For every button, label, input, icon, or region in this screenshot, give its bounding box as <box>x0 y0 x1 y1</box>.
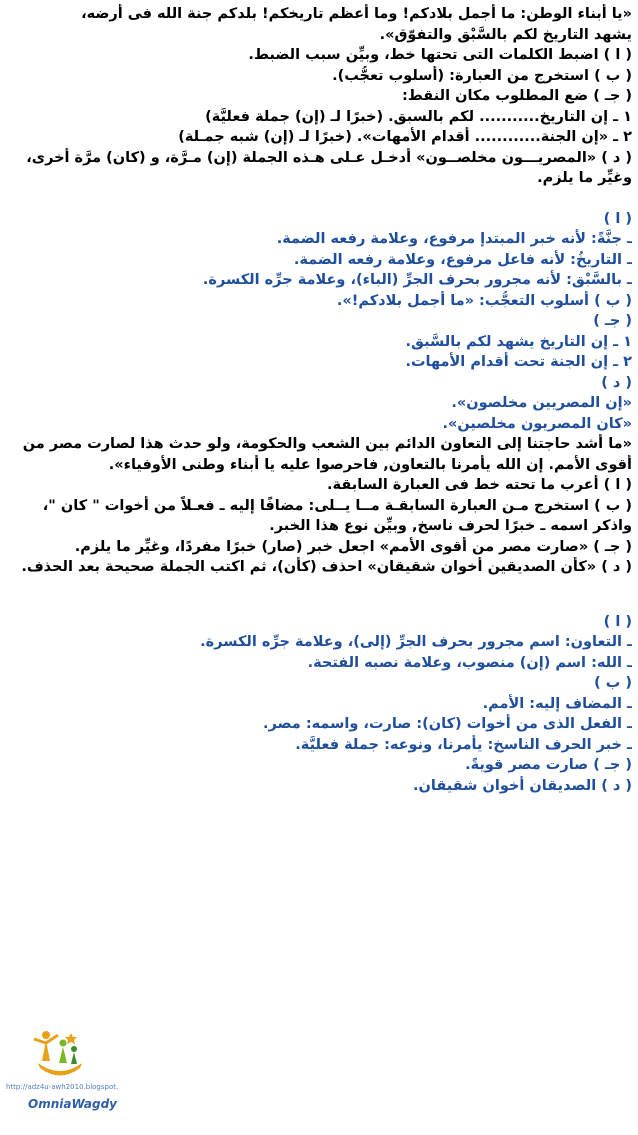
answer-line: «كان المصريون مخلصين». <box>442 415 632 432</box>
passage-line: «يا أبناء الوطن: ما أجمل بلادكم! وما أعظم تاريخكم! بلدكم جنة الله فى أرضه، <box>81 6 632 22</box>
answer-line: ( ا ) <box>603 210 632 227</box>
answer-line: ـ الله: اسم (إن) منصوب، وعلامة نصبه الفتحة. <box>307 654 632 671</box>
question-line: ( د ) «المصريـــون مخلصــون» أدخـل عـلى هـذه الجملة (إن) مـرَّة، و (كان) مرَّة أخرى، <box>26 149 632 166</box>
question-line: ( ا ) اضبط الكلمات التى تحتها خط، وبيِّن سبب الضبط. <box>248 47 632 63</box>
question-line: ( جـ ) «صارت مصر من أقوى الأمم» اجعل خبر (صار) خبرًا مفردًا، وغيِّر ما يلزم. <box>74 538 632 555</box>
answer-line: ـ التعاون: اسم مجرور بحرف الجرِّ (إلى)، وعلامة جرِّه الكسرة. <box>200 634 632 650</box>
answer-line: ( جـ ) <box>593 313 632 329</box>
answer-line: ( ب ) <box>594 675 632 691</box>
question-line: ( جـ ) ضع المطلوب مكان النقط: <box>401 88 632 104</box>
answer-line: ـ التاريخُ: لأنه فاعل مرفوع، وعلامة رفعه الضمة. <box>293 251 632 268</box>
answer-line: ( ب ) أسلوب التعجُّب: «ما أجمل بلادكم!». <box>336 292 632 309</box>
answer-line: ( جـ ) صارت مصر قويةً. <box>465 757 632 773</box>
answer-line: ـ خبر الحرف الناسخ: يأمرنا، ونوعه: جملة فعليَّة. <box>295 736 632 753</box>
question-line: ( ا ) أعرب ما تحته خط فى العبارة السابقة. <box>327 477 632 493</box>
question-line: ٢ ـ «إن الجنة............ أقدام الأمهات». (خبرًا لـ (إن) شبه جمـلة) <box>178 129 632 145</box>
people-logo-icon <box>30 1021 90 1081</box>
answer-line: ٢ ـ إن الجنة تحت أقدام الأمهات. <box>405 354 632 370</box>
worksheet-page <box>6 4 632 796</box>
answer-line: ـ المضاف إليه: الأمم. <box>482 695 632 712</box>
answer-line: «إن المصريين مخلصون». <box>451 395 632 411</box>
answer-line: ـ جنَّةً: لأنه خبر المبتدإ مرفوع، وعلامة رفعه الضمة. <box>276 231 632 247</box>
answer-line: ـ الفعل الذى من أخوات (كان): صارت، واسمه: مصر. <box>262 716 632 732</box>
question-line: ( ب ) استخرج مـن العبارة السابقـة مــا يــلى: مضافًا إليه ـ فعـلاً من أخوات " كان "، <box>42 497 632 514</box>
question-line: ( د ) «كأن الصديقين أخوان شقيقان» احذف (كأن)، ثم اكتب الجملة صحيحة بعد الحذف. <box>21 559 632 575</box>
answer-line: ( د ) الصديقان أخوان شقيقان. <box>413 777 632 794</box>
exercise-2 <box>6 434 632 796</box>
logo-brand-name: OmniaWagdy <box>28 1097 117 1111</box>
passage-line: «ما أشد حاجتنا إلى التعاون الدائم بين الشعب والحكومة، ولو حدث هذا لصارت مصر من <box>22 436 632 452</box>
question-line: ( ب ) استخرج من العبارة: (أسلوب تعجُّب). <box>332 67 632 84</box>
question-line: وغيِّر ما يلزم. <box>537 170 632 186</box>
logo-url: http://adz4u-awh2010.blogspot. <box>6 1083 119 1091</box>
question-line: ١ ـ إن التاريخ........... لكم بالسبق. (خبرًا لـ (إن) جملة فعليَّة) <box>205 108 632 125</box>
answer-line: ـ بالسَّبْق: لأنه مجرور بحرف الجرِّ (الباء)، وعلامة جرِّه الكسرة. <box>202 272 632 288</box>
passage-line: أقوى الأمم. إن الله يأمرنا بالتعاون, فاحرصوا عليه يا أبناء وطنى الأوفياء». <box>108 456 632 473</box>
answer-line: ( د ) <box>601 374 632 391</box>
answer-line: ١ ـ إن التاريخ يشهد لكم بالسَّبق. <box>405 333 632 350</box>
passage-line: يشهد التاريخ لكم بالسَّبْق والتفوّق». <box>379 26 632 43</box>
question-line: واذكر اسمه ـ خبرًا لحرف ناسخ, وبيِّن نوع هذا الخبر. <box>269 518 632 534</box>
exercise-1 <box>6 4 632 434</box>
answer-line: ( ا ) <box>603 613 632 630</box>
brand-logo <box>6 1021 146 1121</box>
